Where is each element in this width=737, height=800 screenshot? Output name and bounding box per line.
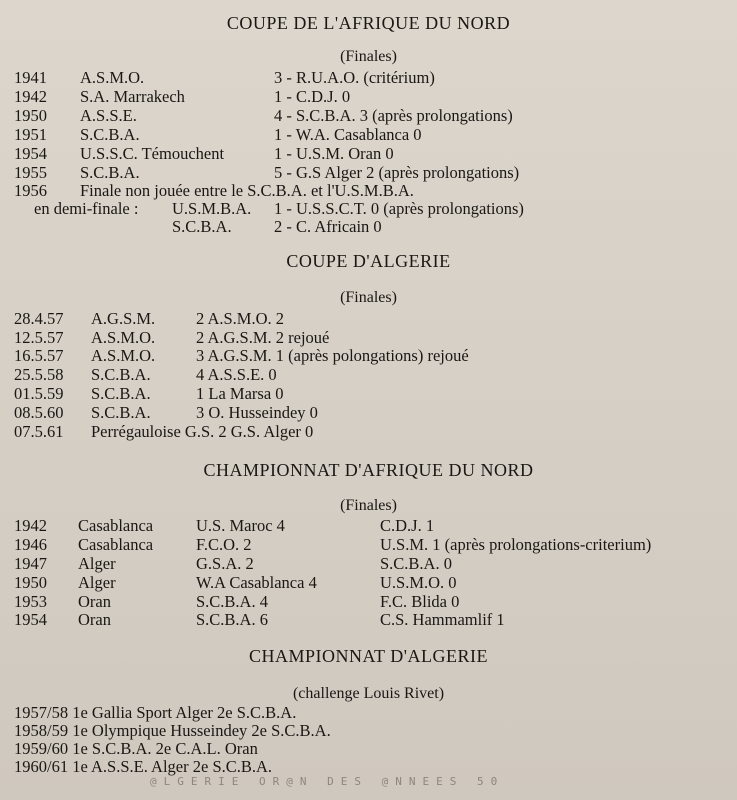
team: U.S.M.B.A.	[172, 199, 252, 218]
winner: U.S. Maroc 4	[196, 516, 285, 535]
result: 3 - R.U.A.O. (critérium)	[274, 68, 435, 87]
result: 2 A.G.S.M. 2 rejoué	[196, 328, 330, 347]
title-championnat-afrique-nord: CHAMPIONNAT D'AFRIQUE DU NORD	[203, 460, 534, 480]
result: 4 - S.C.B.A. 3 (après prolongations)	[274, 106, 513, 125]
table-row	[0, 573, 737, 593]
table-row	[0, 554, 737, 574]
team: S.A. Marrakech	[80, 87, 185, 106]
table-row	[0, 125, 737, 145]
table-row	[0, 384, 737, 404]
table-row	[0, 199, 737, 219]
table-row	[0, 68, 737, 88]
winner: G.S.A. 2	[196, 554, 254, 573]
team: A.S.M.O.	[91, 346, 156, 365]
table-row	[0, 610, 737, 630]
year: 1942	[14, 516, 47, 535]
team: A.S.M.O.	[91, 328, 156, 347]
team: Perrégauloise G.S. 2 G.S. Alger 0	[91, 422, 314, 441]
date: 28.4.57	[14, 309, 64, 328]
year: 1956	[14, 181, 47, 200]
team: S.C.B.A.	[172, 217, 232, 236]
title-coupe-algerie: COUPE D'ALGERIE	[286, 251, 451, 271]
date: 01.5.59	[14, 384, 64, 403]
city: Oran	[78, 592, 111, 611]
subtitle-finales-2: (Finales)	[340, 289, 397, 306]
team: A.S.S.E.	[80, 106, 137, 125]
table-row	[0, 403, 737, 423]
team: S.C.B.A.	[91, 384, 151, 403]
loser: U.S.M.O. 0	[380, 573, 457, 592]
year: 1955	[14, 163, 47, 182]
table-row	[0, 365, 737, 385]
subtitle-finales-3: (Finales)	[340, 497, 397, 514]
table-row	[0, 516, 737, 536]
list-item: 1957/58 1e Gallia Sport Alger 2e S.C.B.A.	[14, 703, 297, 722]
city: Alger	[78, 573, 116, 592]
team: A.G.S.M.	[91, 309, 156, 328]
loser: U.S.M. 1 (après prolongations-criterium)	[380, 535, 652, 554]
title-championnat-algerie: CHAMPIONNAT D'ALGERIE	[249, 646, 488, 666]
loser: F.C. Blida 0	[380, 592, 460, 611]
team: U.S.S.C. Témouchent	[80, 144, 225, 163]
result: 2 - C. Africain 0	[274, 217, 382, 236]
list-item: 1959/60 1e S.C.B.A. 2e C.A.L. Oran	[14, 739, 258, 758]
table-row	[0, 535, 737, 555]
subtitle-challenge: (challenge Louis Rivet)	[292, 685, 445, 702]
table-row	[0, 422, 737, 442]
year: 1950	[14, 106, 47, 125]
date: 07.5.61	[14, 422, 64, 441]
table-row	[0, 309, 737, 329]
title-coupe-afrique-nord: COUPE DE L'AFRIQUE DU NORD	[226, 13, 511, 33]
team: Finale non jouée entre le S.C.B.A. et l'U.S.M.B.A.	[80, 181, 414, 200]
team: S.C.B.A.	[91, 403, 151, 422]
date: 16.5.57	[14, 346, 64, 365]
result: 1 La Marsa 0	[196, 384, 284, 403]
year: 1954	[14, 610, 47, 629]
result: 3 O. Husseindey 0	[196, 403, 318, 422]
team: S.C.B.A.	[80, 163, 140, 182]
loser: C.D.J. 1	[380, 516, 435, 535]
year: 1942	[14, 87, 47, 106]
year: 1951	[14, 125, 47, 144]
year: 1954	[14, 144, 47, 163]
date: 12.5.57	[14, 328, 64, 347]
table-row	[0, 346, 737, 366]
watermark-footer: @LGERIE OR@N DES @NNEES 50	[150, 775, 505, 788]
winner: F.C.O. 2	[196, 535, 252, 554]
result: 1 - U.S.M. Oran 0	[274, 144, 394, 163]
result: 1 - U.S.S.C.T. 0 (après prolongations)	[274, 199, 524, 218]
team: S.C.B.A.	[91, 365, 151, 384]
year: 1941	[14, 68, 47, 87]
team: A.S.M.O.	[80, 68, 145, 87]
year: 1947	[14, 554, 47, 573]
team: S.C.B.A.	[80, 125, 140, 144]
date: 08.5.60	[14, 403, 64, 422]
winner: S.C.B.A. 6	[196, 610, 268, 629]
winner: S.C.B.A. 4	[196, 592, 268, 611]
list-item: 1960/61 1e A.S.S.E. Alger 2e S.C.B.A.	[14, 757, 273, 776]
year: 1946	[14, 535, 47, 554]
result: 4 A.S.S.E. 0	[196, 365, 277, 384]
loser: C.S. Hammamlif 1	[380, 610, 505, 629]
city: Oran	[78, 610, 111, 629]
table-row	[0, 217, 737, 237]
table-row	[0, 106, 737, 126]
date: 25.5.58	[14, 365, 64, 384]
table-row	[0, 592, 737, 612]
result: 5 - G.S Alger 2 (après prolongations)	[274, 163, 520, 182]
table-row	[0, 328, 737, 348]
city: Casablanca	[78, 535, 154, 554]
result: 1 - C.D.J. 0	[274, 87, 351, 106]
city: Casablanca	[78, 516, 154, 535]
winner: W.A Casablanca 4	[196, 573, 317, 592]
year: 1953	[14, 592, 47, 611]
table-row	[0, 163, 737, 183]
list-item: 1958/59 1e Olympique Husseindey 2e S.C.B.A.	[14, 721, 331, 740]
table-row	[0, 87, 737, 107]
city: Alger	[78, 554, 116, 573]
semi-final-label: en demi-finale :	[34, 199, 139, 218]
table-row	[0, 181, 737, 201]
result: 3 A.G.S.M. 1 (après polongations) rejoué	[196, 346, 469, 365]
result: 2 A.S.M.O. 2	[196, 309, 285, 328]
year: 1950	[14, 573, 47, 592]
loser: S.C.B.A. 0	[380, 554, 452, 573]
subtitle-finales-1: (Finales)	[340, 48, 397, 65]
table-row	[0, 144, 737, 164]
result: 1 - W.A. Casablanca 0	[274, 125, 422, 144]
